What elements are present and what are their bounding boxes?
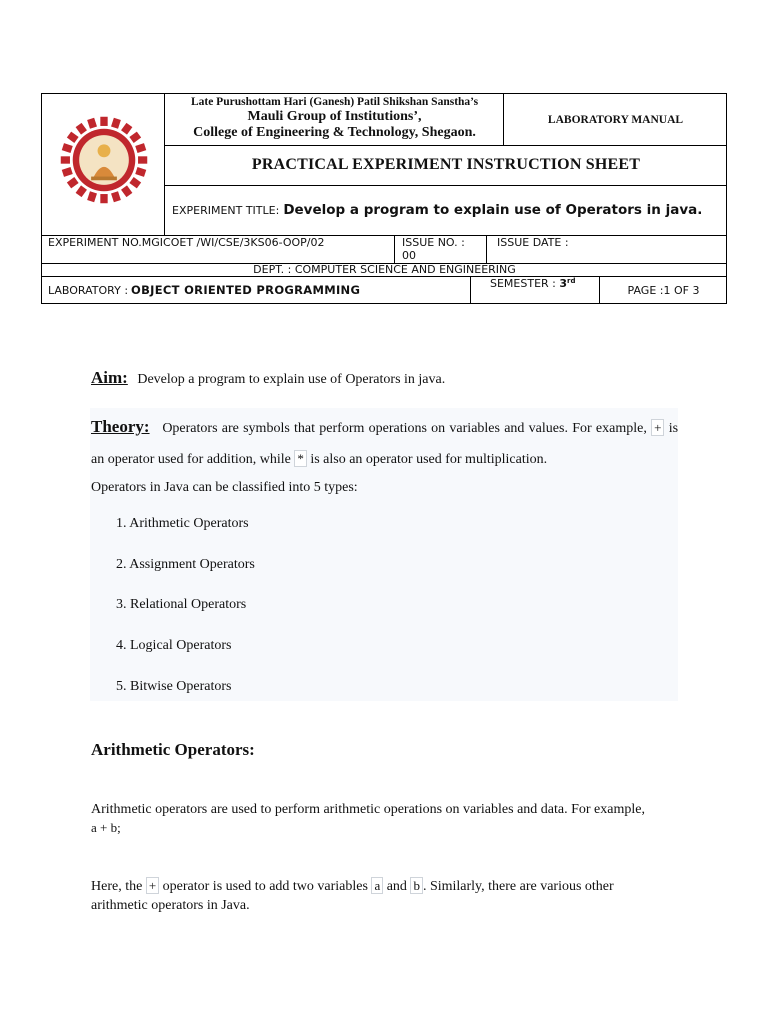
department: DEPT. : COMPUTER SCIENCE AND ENGINEERING bbox=[253, 263, 516, 276]
para2-text-a: Here, the bbox=[91, 879, 143, 894]
institution-logo-icon bbox=[58, 114, 150, 206]
theory-heading: Theory: bbox=[91, 417, 150, 436]
institution-line3: College of Engineering & Technology, Shegaon. bbox=[193, 125, 476, 140]
institution-line1: Late Purushottam Hari (Ganesh) Patil Shikshan Sanstha’s bbox=[190, 96, 479, 108]
issue-date-label: ISSUE DATE : bbox=[497, 236, 569, 249]
manual-label: LABORATORY MANUAL bbox=[547, 113, 684, 126]
header-table bbox=[41, 93, 727, 304]
list-item: 5. Bitwise Operators bbox=[116, 678, 232, 694]
star-operator-code: * bbox=[294, 450, 307, 467]
aim-line bbox=[91, 368, 445, 388]
plus-operator-inline-code: + bbox=[146, 877, 159, 894]
arithmetic-paragraph-2 bbox=[91, 877, 671, 915]
list-item: 1. Arithmetic Operators bbox=[116, 516, 249, 531]
experiment-title-label: EXPERIMENT TITLE: bbox=[172, 203, 280, 217]
list-item: 2. Assignment Operators bbox=[116, 556, 255, 572]
issue-number bbox=[395, 235, 487, 263]
theory-text-1: Operators are symbols that perform operations on variables and values. For example, bbox=[162, 421, 647, 436]
arithmetic-example-code: a + b; bbox=[91, 820, 121, 835]
theory-paragraph bbox=[91, 412, 678, 474]
issue-number-value: 00 bbox=[402, 249, 416, 262]
laboratory-row bbox=[42, 276, 470, 304]
para2-text-b: operator is used to add two variables bbox=[162, 879, 368, 894]
experiment-title-row bbox=[165, 185, 727, 235]
logo-cell bbox=[42, 94, 165, 235]
institution-line2: Mauli Group of Institutions’, bbox=[247, 109, 422, 124]
theory-text-2: is an operator used for addition, while bbox=[91, 421, 679, 467]
arithmetic-para1-text: Arithmetic operators are used to perform arithmetic operations on variables and data. For example, bbox=[91, 802, 645, 817]
semester-label: SEMESTER : bbox=[490, 277, 556, 290]
laboratory-name: OBJECT ORIENTED PROGRAMMING bbox=[131, 282, 361, 297]
semester bbox=[470, 276, 600, 304]
page-number: PAGE :1 OF 3 bbox=[627, 283, 700, 297]
plus-operator-code: + bbox=[651, 419, 664, 436]
semester-suffix: rd bbox=[567, 277, 576, 285]
issue-number-label: ISSUE NO. : bbox=[402, 236, 465, 249]
laboratory-label: LABORATORY : bbox=[48, 283, 129, 297]
experiment-title: Develop a program to explain use of Operators in java. bbox=[283, 202, 703, 218]
experiment-number: EXPERIMENT NO.MGICOET /WI/CSE/3KS06-OOP/02 bbox=[48, 236, 325, 249]
arithmetic-paragraph-1 bbox=[91, 801, 651, 838]
para2-and: and bbox=[386, 879, 407, 894]
list-item: 4. Logical Operators bbox=[116, 638, 232, 654]
aim-text: Develop a program to explain use of Operators in java. bbox=[137, 372, 446, 387]
sheet-title: PRACTICAL EXPERIMENT INSTRUCTION SHEET bbox=[251, 156, 641, 173]
list-item: 3. Relational Operators bbox=[116, 597, 247, 613]
types-intro: Operators in Java can be classified into 5 types: bbox=[91, 480, 358, 495]
variable-b-code: b bbox=[410, 877, 423, 894]
institution-name bbox=[165, 94, 504, 145]
aim-heading: Aim: bbox=[91, 368, 128, 387]
theory-text-3: is also an operator used for multiplication. bbox=[310, 451, 548, 467]
semester-value: 3 bbox=[559, 277, 568, 290]
para2-text-c: . Similarly, there are various other arithmetic operators in Java. bbox=[91, 879, 614, 913]
operator-types-list bbox=[116, 516, 255, 719]
variable-a-code: a bbox=[371, 877, 383, 894]
arithmetic-heading: Arithmetic Operators: bbox=[91, 740, 255, 759]
